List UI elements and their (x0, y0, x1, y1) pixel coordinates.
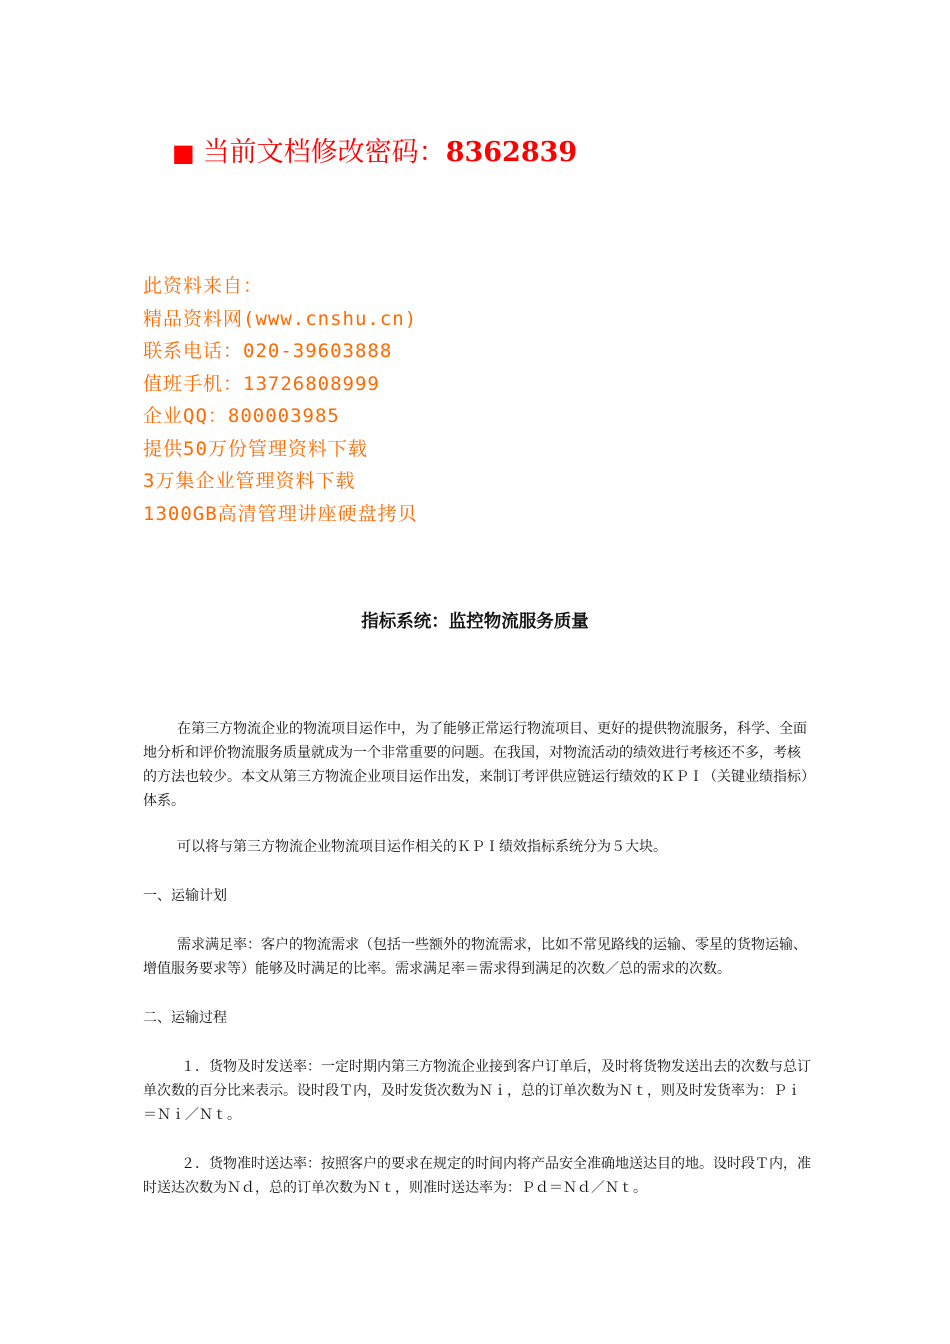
source-line: 企业QQ：800003985 (143, 405, 340, 427)
list-item: ２．货物准时送达率：按照客户的要求在规定的时间内将产品安全准确地送达目的地。设时段Ｔ内，准时送达次数为Ｎｄ，总的订单次数为Ｎｔ，则准时送达率为：Ｐｄ＝Ｎｄ／Ｎｔ。 (143, 1156, 811, 1196)
intro-paragraph: 在第三方物流企业的物流项目运作中，为了能够正常运行物流项目、更好的提供物流服务，科学、全面地分析和评价物流服务质量就成为一个非常重要的问题。在我国，对物流活动的绩效进行考核还不多，考核的方法也较少。本文从第三方物流企业项目运作出发，来制订考评供应链运行绩效的ＫＰＩ（关键业绩指标）体系。 (143, 721, 808, 809)
document-title: 指标系统：监控物流服务质量 (361, 612, 589, 632)
section-paragraph: 需求满足率：客户的物流需求（包括一些额外的物流需求，比如不常见路线的运输、零星的货物运输、增值服务要求等）能够及时满足的比率。需求满足率＝需求得到满足的次数／总的需求的次数。 (143, 937, 807, 977)
section-heading: 二、运输过程 (143, 1010, 227, 1026)
source-line: 联系电话：020-39603888 (143, 340, 393, 362)
password-line (172, 130, 577, 169)
password-label: 当前文档修改密码： (202, 137, 446, 168)
document-body (143, 717, 811, 1200)
source-info-block (143, 270, 418, 530)
source-line: 1300GB高清管理讲座硬盘拷贝 (143, 502, 418, 525)
square-bullet-icon: ■ (172, 139, 195, 167)
section-heading: 一、运输计划 (143, 888, 227, 904)
source-line: 提供50万份管理资料下载 (143, 437, 368, 460)
summary-paragraph: 可以将与第三方物流企业物流项目运作相关的ＫＰＩ绩效指标系统分为５大块。 (177, 839, 667, 855)
source-line: 3万集企业管理资料下载 (143, 470, 356, 492)
password-code: 8362839 (445, 137, 578, 168)
source-line: 精品资料网(www.cnshu.cn) (143, 307, 418, 330)
source-line: 此资料来自： (143, 275, 264, 297)
source-line: 值班手机：13726808999 (143, 372, 380, 395)
list-item: １．货物及时发送率：一定时期内第三方物流企业接到客户订单后，及时将货物发送出去的次数与总订单次数的百分比来表示。设时段Ｔ内，及时发货次数为Ｎｉ，总的订单次数为Ｎｔ，则及时发货率为：Ｐｉ＝Ｎｉ／Ｎｔ。 (143, 1059, 811, 1123)
